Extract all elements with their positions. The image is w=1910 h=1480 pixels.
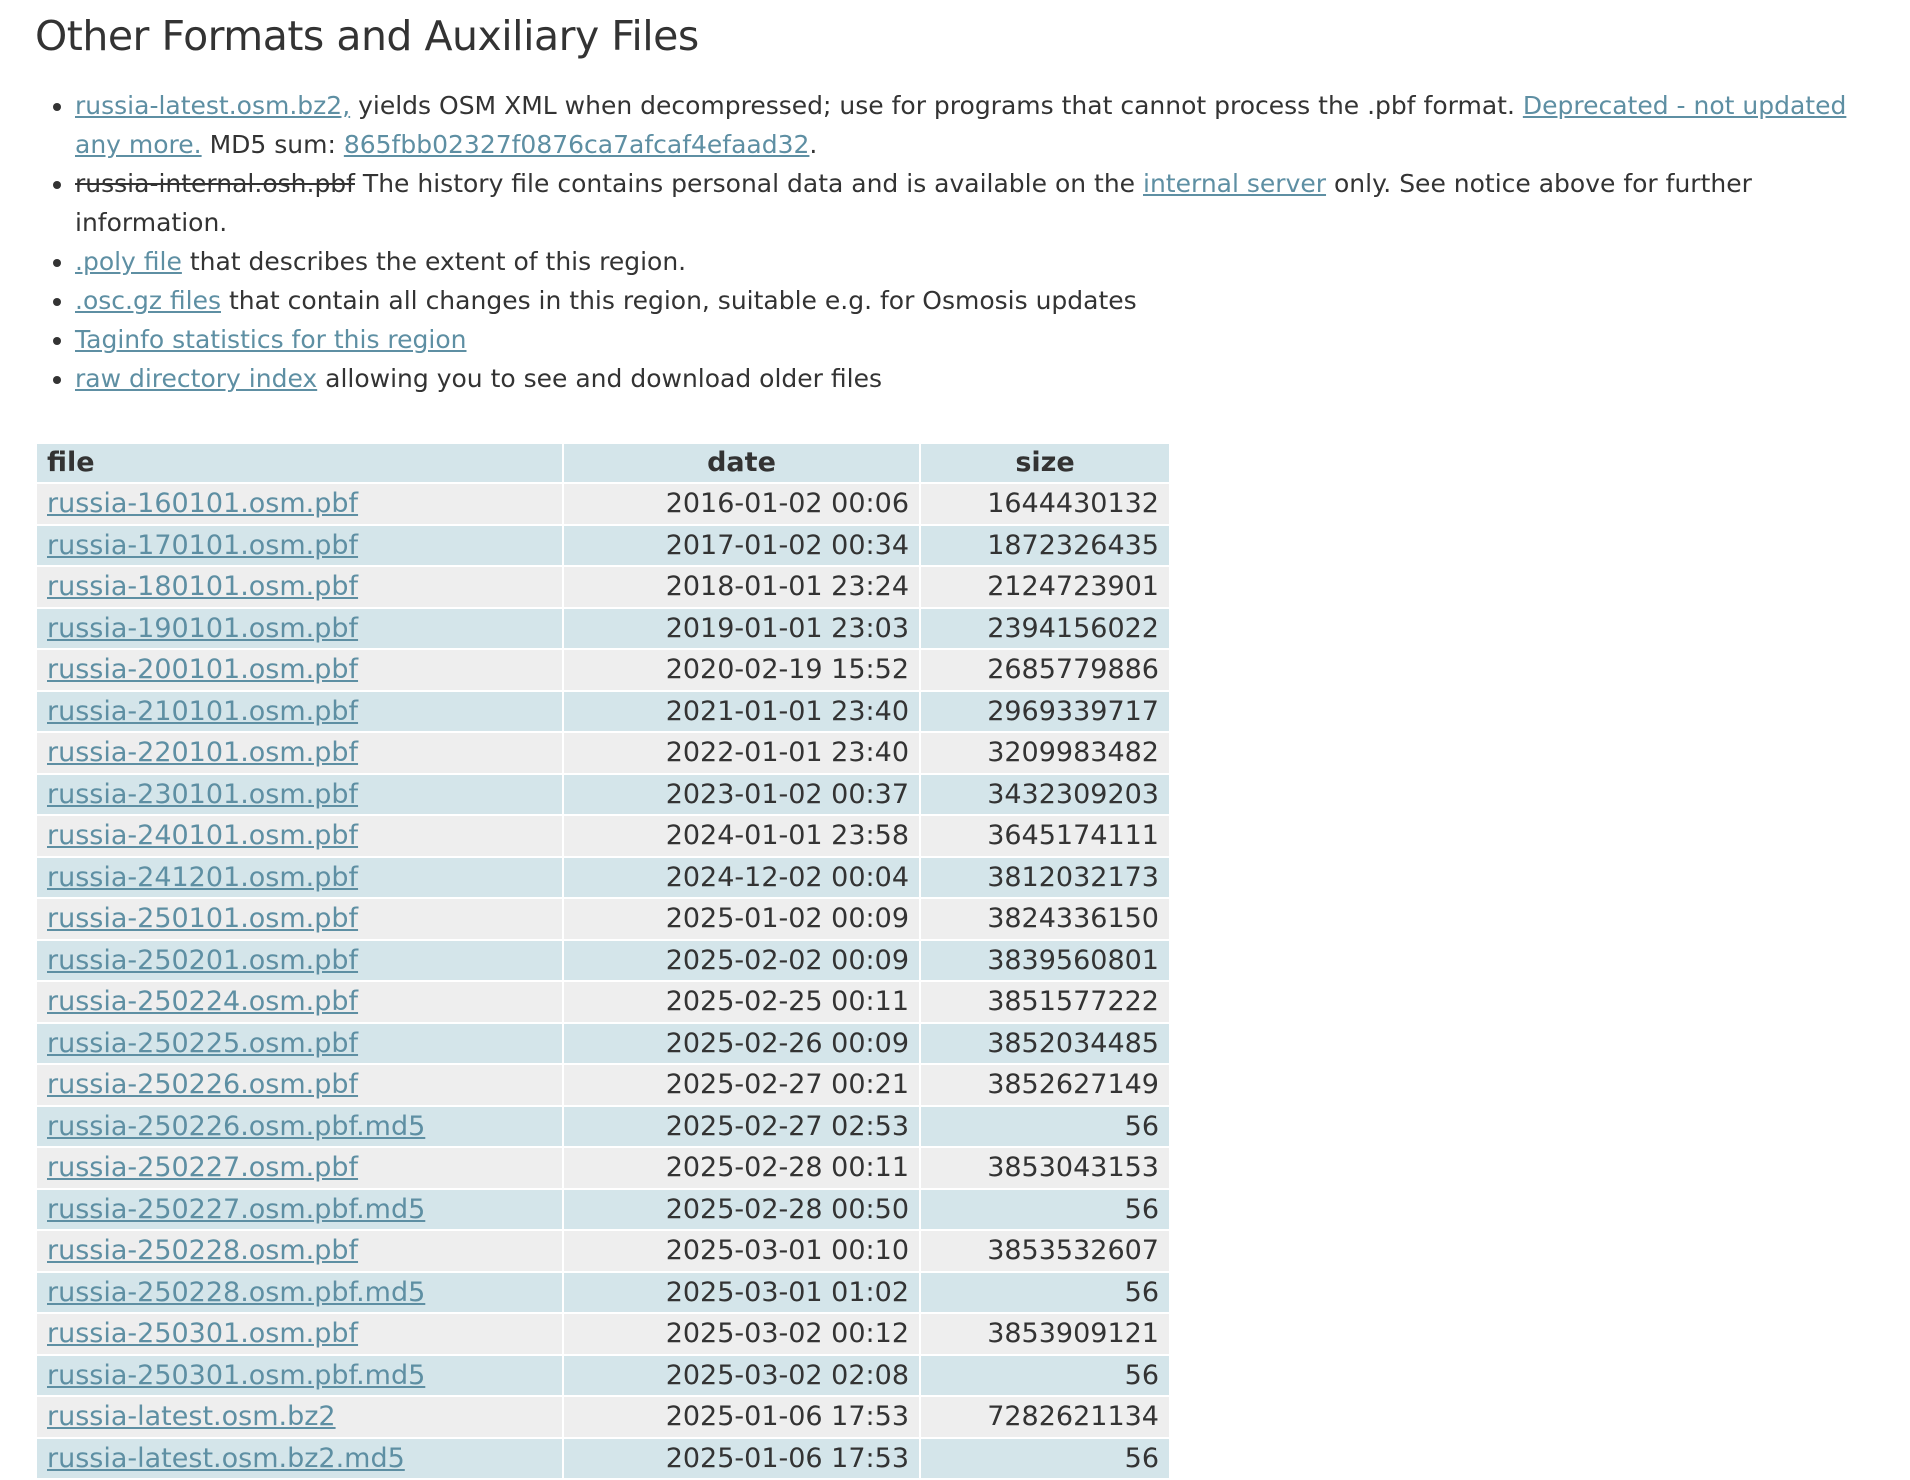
list-item-history [75, 164, 1875, 242]
date-cell: 2025-02-27 00:21 [564, 1065, 919, 1105]
size-cell: 2394156022 [921, 609, 1169, 649]
taginfo-link[interactable]: Taginfo statistics for this region [75, 325, 467, 354]
file-cell [37, 1273, 562, 1313]
size-cell: 56 [921, 1107, 1169, 1147]
table-row [37, 816, 1169, 856]
file-cell [37, 816, 562, 856]
file-cell [37, 1107, 562, 1147]
column-header-date: date [564, 444, 919, 482]
history-tail: only. See notice above for further information. [75, 169, 1752, 237]
file-cell [37, 1190, 562, 1230]
file-cell [37, 1397, 562, 1437]
date-cell: 2020-02-19 15:52 [564, 650, 919, 690]
osc-description: that contain all changes in this region, suitable e.g. for Osmosis updates [221, 286, 1137, 315]
date-cell: 2024-01-01 23:58 [564, 816, 919, 856]
size-cell: 56 [921, 1356, 1169, 1396]
table-row [37, 1024, 1169, 1064]
file-link[interactable]: russia-170101.osm.pbf [47, 529, 359, 561]
aux-files-list [35, 86, 1875, 398]
file-cell [37, 733, 562, 773]
md5-tail: . [809, 130, 818, 159]
date-cell: 2023-01-02 00:37 [564, 775, 919, 815]
date-cell: 2024-12-02 00:04 [564, 858, 919, 898]
size-cell: 3812032173 [921, 858, 1169, 898]
file-link[interactable]: russia-200101.osm.pbf [47, 654, 359, 685]
date-cell: 2025-02-28 00:50 [564, 1190, 919, 1230]
file-cell [37, 484, 562, 524]
table-row [37, 484, 1169, 524]
poly-file-link[interactable]: .poly file [75, 247, 182, 276]
file-link[interactable]: russia-latest.osm.bz2 [47, 1401, 336, 1432]
size-cell: 3852627149 [921, 1065, 1169, 1105]
table-row [37, 775, 1169, 815]
date-cell: 2025-01-02 00:09 [564, 899, 919, 939]
size-cell: 3851577222 [921, 982, 1169, 1022]
file-link[interactable]: russia-250226.osm.pbf.md5 [47, 1110, 426, 1142]
file-link[interactable]: russia-latest.osm.bz2.md5 [47, 1442, 405, 1474]
file-cell [37, 1439, 562, 1479]
table-row [37, 858, 1169, 898]
file-cell [37, 858, 562, 898]
list-item-taginfo [75, 320, 1875, 359]
file-cell [37, 941, 562, 981]
file-link[interactable]: russia-250101.osm.pbf [47, 903, 359, 934]
internal-server-link[interactable]: internal server [1143, 169, 1327, 198]
file-link[interactable]: russia-210101.osm.pbf [47, 695, 359, 727]
size-cell: 1644430132 [921, 484, 1169, 524]
file-link[interactable]: russia-250227.osm.pbf.md5 [47, 1193, 426, 1225]
size-cell: 56 [921, 1273, 1169, 1313]
file-link[interactable]: russia-160101.osm.pbf [47, 488, 359, 519]
date-cell: 2025-03-01 00:10 [564, 1231, 919, 1271]
date-cell: 2018-01-01 23:24 [564, 567, 919, 607]
table-row [37, 1065, 1169, 1105]
file-cell [37, 567, 562, 607]
size-cell: 56 [921, 1439, 1169, 1479]
file-link[interactable]: russia-250225.osm.pbf [47, 1027, 359, 1059]
table-row [37, 567, 1169, 607]
file-link[interactable]: russia-250226.osm.pbf [47, 1069, 359, 1100]
size-cell: 3645174111 [921, 816, 1169, 856]
size-cell: 56 [921, 1190, 1169, 1230]
date-cell: 2025-02-28 00:11 [564, 1148, 919, 1188]
table-row [37, 982, 1169, 1022]
date-cell: 2025-02-27 02:53 [564, 1107, 919, 1147]
size-cell: 3209983482 [921, 733, 1169, 773]
date-cell: 2025-01-06 17:53 [564, 1397, 919, 1437]
date-cell: 2019-01-01 23:03 [564, 609, 919, 649]
date-cell: 2021-01-01 23:40 [564, 692, 919, 732]
deprecated-link[interactable]: Deprecated - not updated any more. [75, 91, 1847, 159]
file-link[interactable]: russia-250301.osm.pbf.md5 [47, 1359, 426, 1391]
file-link[interactable]: russia-250227.osm.pbf [47, 1152, 359, 1183]
size-cell: 3853909121 [921, 1314, 1169, 1354]
table-row [37, 526, 1169, 566]
date-cell: 2025-02-26 00:09 [564, 1024, 919, 1064]
size-cell: 1872326435 [921, 526, 1169, 566]
table-row [37, 609, 1169, 649]
raw-index-description: allowing you to see and download older files [317, 364, 882, 393]
file-link[interactable]: russia-230101.osm.pbf [47, 778, 359, 810]
file-cell [37, 526, 562, 566]
md5-label: MD5 sum: [201, 130, 344, 159]
date-cell: 2025-03-01 01:02 [564, 1273, 919, 1313]
table-row [37, 733, 1169, 773]
page-title: Other Formats and Auxiliary Files [35, 12, 699, 60]
size-cell: 2685779886 [921, 650, 1169, 690]
file-link[interactable]: russia-250224.osm.pbf [47, 986, 359, 1017]
size-cell: 3824336150 [921, 899, 1169, 939]
date-cell: 2025-01-06 17:53 [564, 1439, 919, 1479]
file-link[interactable]: russia-250228.osm.pbf.md5 [47, 1276, 426, 1308]
table-row [37, 1273, 1169, 1313]
table-row [37, 899, 1169, 939]
file-link[interactable]: russia-250301.osm.pbf [47, 1318, 359, 1349]
date-cell: 2022-01-01 23:40 [564, 733, 919, 773]
file-link[interactable]: russia-180101.osm.pbf [47, 571, 359, 602]
table-body [37, 484, 1169, 1478]
list-item-raw-index [75, 359, 1875, 398]
file-cell [37, 1314, 562, 1354]
history-description: The history file contains personal data and is available on the [354, 169, 1144, 198]
poly-description: that describes the extent of this region. [181, 247, 687, 276]
raw-directory-index-link[interactable]: raw directory index [75, 364, 318, 393]
table-row [37, 692, 1169, 732]
size-cell: 3839560801 [921, 941, 1169, 981]
table-row [37, 941, 1169, 981]
size-cell: 2124723901 [921, 567, 1169, 607]
size-cell: 2969339717 [921, 692, 1169, 732]
table-row [37, 1356, 1169, 1396]
file-link[interactable]: russia-241201.osm.pbf [47, 861, 359, 893]
md5-link[interactable]: 865fbb02327f0876ca7afcaf4efaad32 [343, 130, 810, 159]
date-cell: 2016-01-02 00:06 [564, 484, 919, 524]
file-link[interactable]: russia-250228.osm.pbf [47, 1235, 359, 1266]
date-cell: 2025-02-02 00:09 [564, 941, 919, 981]
file-cell [37, 650, 562, 690]
file-link[interactable]: russia-250201.osm.pbf [47, 944, 359, 976]
list-item-bz2 [75, 86, 1875, 164]
table-row [37, 1190, 1169, 1230]
table-row [37, 1107, 1169, 1147]
date-cell: 2017-01-02 00:34 [564, 526, 919, 566]
file-cell [37, 775, 562, 815]
osc-files-link[interactable]: .osc.gz files [75, 286, 221, 315]
date-cell: 2025-02-25 00:11 [564, 982, 919, 1022]
table-row [37, 1439, 1169, 1479]
table-row [37, 1397, 1169, 1437]
size-cell: 3853532607 [921, 1231, 1169, 1271]
file-cell [37, 1024, 562, 1064]
file-link[interactable]: russia-240101.osm.pbf [47, 820, 359, 851]
history-file-name: russia-internal.osh.pbf [75, 169, 355, 198]
file-cell [37, 1065, 562, 1105]
column-header-size: size [921, 444, 1169, 482]
size-cell: 7282621134 [921, 1397, 1169, 1437]
file-cell [37, 982, 562, 1022]
file-link[interactable]: russia-220101.osm.pbf [47, 737, 359, 768]
column-header-file: file [37, 444, 562, 482]
date-cell: 2025-03-02 00:12 [564, 1314, 919, 1354]
size-cell: 3852034485 [921, 1024, 1169, 1064]
table-row [37, 1148, 1169, 1188]
list-item-poly [75, 242, 1875, 281]
file-cell [37, 1231, 562, 1271]
table-row [37, 1314, 1169, 1354]
list-item-osc [75, 281, 1875, 320]
file-link[interactable]: russia-190101.osm.pbf [47, 612, 359, 644]
file-cell [37, 692, 562, 732]
bz2-description: yields OSM XML when decompressed; use for programs that cannot process the .pbf format. [350, 91, 1523, 120]
file-cell [37, 609, 562, 649]
file-cell [37, 1356, 562, 1396]
file-cell [37, 1148, 562, 1188]
date-cell: 2025-03-02 02:08 [564, 1356, 919, 1396]
bz2-link[interactable]: russia-latest.osm.bz2, [75, 91, 351, 120]
files-table [35, 442, 1171, 1480]
table-row [37, 650, 1169, 690]
table-header-row [37, 444, 1169, 482]
table-row [37, 1231, 1169, 1271]
size-cell: 3432309203 [921, 775, 1169, 815]
file-cell [37, 899, 562, 939]
size-cell: 3853043153 [921, 1148, 1169, 1188]
